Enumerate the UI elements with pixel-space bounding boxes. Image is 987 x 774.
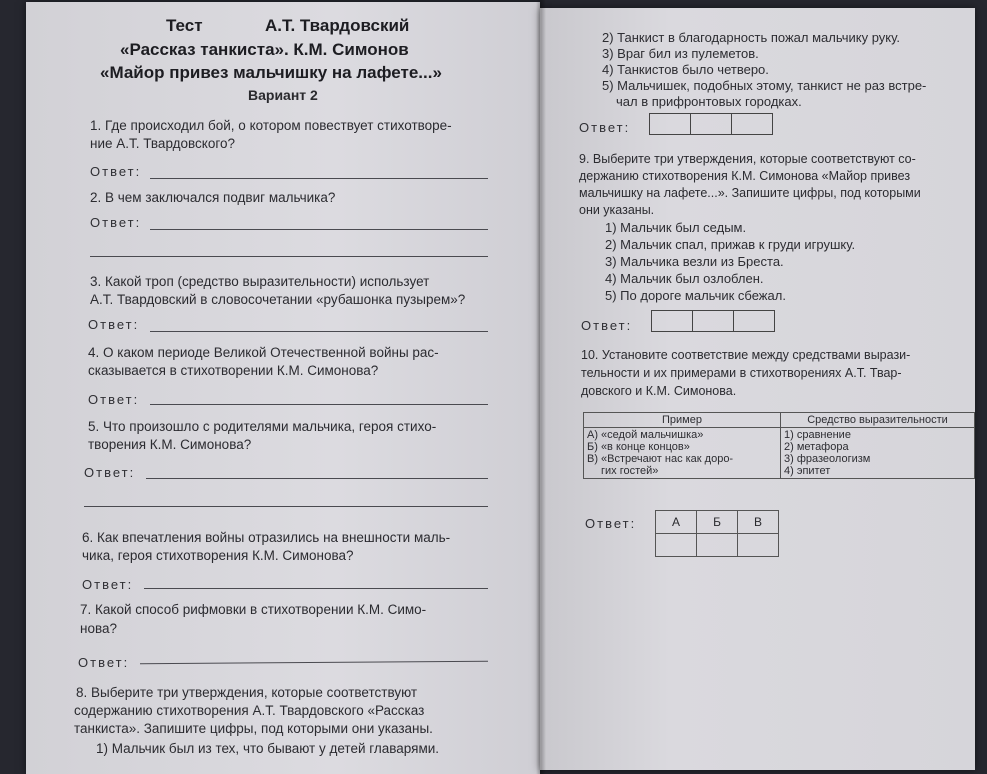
means-1: 1) сравнение (784, 429, 851, 441)
question-10-line-2: тельности и их примерами в стихотворениях А.Т. Твар- (581, 366, 902, 380)
question-8-option-3: 3) Враг бил из пулеметов. (602, 46, 759, 61)
question-9-line-1: 9. Выберите три утверждения, которые соответствуют со- (579, 152, 916, 166)
question-3-line-2: А.Т. Твардовский в словосочетании «рубашонка пузырем»? (90, 292, 466, 307)
question-9-line-4: они указаны. (579, 203, 655, 217)
example-a: А) «седой мальчишка» (587, 429, 704, 441)
example-c-line-2: гих гостей» (601, 465, 659, 477)
question-10-line-1: 10. Установите соответствие между средствами вырази- (581, 348, 911, 362)
answer-label-1: Ответ: (90, 164, 142, 179)
title-test: Тест (166, 16, 203, 35)
question-8-line-2: содержанию стихотворения А.Т. Твардовского «Рассказ (74, 703, 425, 718)
question-5-line-2: творения К.М. Симонова? (88, 437, 252, 452)
answer-boxes-9[interactable] (651, 310, 775, 332)
answer-label-6: Ответ: (82, 577, 134, 592)
table-means-cell (781, 428, 975, 479)
grid-header-b: Б (697, 511, 738, 534)
grid-answer-a[interactable] (656, 534, 697, 557)
question-5-line-1: 5. Что произошло с родителями мальчика, героя стихо- (88, 419, 437, 434)
means-4: 4) эпитет (784, 465, 831, 477)
question-8-option-1: 1) Мальчик был из тех, что бывают у детей главарями. (96, 741, 440, 756)
question-8-line-3: танкиста». Запишите цифры, под которыми они указаны. (74, 721, 433, 736)
example-b: Б) «в конце концов» (587, 441, 690, 453)
answer-box[interactable] (652, 311, 693, 331)
answer-label-2: Ответ: (90, 215, 142, 230)
question-9-option-3: 3) Мальчика везли из Бреста. (605, 254, 784, 269)
question-8-line-1: 8. Выберите три утверждения, которые соответствуют (76, 685, 418, 700)
answer-line-6[interactable] (144, 588, 488, 589)
answer-label-7: Ответ: (78, 655, 130, 670)
book-gutter (536, 0, 546, 774)
answer-box[interactable] (734, 311, 774, 331)
question-9-line-2: держанию стихотворения К.М. Симонова «Майор привез (579, 169, 911, 183)
table-header-means: Средство выразительности (781, 413, 975, 428)
grid-header-c: В (738, 511, 779, 534)
means-2: 2) метафора (784, 441, 849, 453)
question-8-option-5-line-2: чал в прифронтовых городках. (616, 94, 802, 109)
title-poem-2: «Майор привез мальчишку на лафете...» (100, 63, 442, 82)
answer-line-3[interactable] (150, 331, 488, 332)
title-poem-1: «Рассказ танкиста». К.М. Симонов (120, 40, 409, 59)
answer-box[interactable] (693, 311, 734, 331)
question-4-line-2: сказывается в стихотворении К.М. Симонова? (88, 363, 379, 378)
grid-answer-b[interactable] (697, 534, 738, 557)
question-9-option-5: 5) По дороге мальчик сбежал. (605, 288, 786, 303)
answer-label-9: Ответ: (581, 318, 633, 333)
title-author: А.Т. Твардовский (265, 16, 410, 35)
question-4-line-1: 4. О каком периоде Великой Отечественной войны рас- (88, 345, 439, 360)
answer-line-5[interactable] (146, 478, 488, 479)
question-8-option-5-line-1: 5) Мальчишек, подобных этому, танкист не раз встре- (602, 78, 927, 93)
question-9-line-3: мальчишку на лафете...». Запишите цифры, под которыми (579, 186, 921, 200)
answer-box[interactable] (732, 114, 772, 134)
answer-box[interactable] (691, 114, 732, 134)
answer-line-2[interactable] (150, 229, 488, 230)
question-7-line-2: нова? (80, 621, 117, 636)
example-c-line-1: В) «Встречают нас как доро- (587, 453, 734, 465)
answer-label-5: Ответ: (84, 465, 136, 480)
question-3-line-1: 3. Какой троп (средство выразительности) использует (90, 274, 430, 289)
question-6-line-1: 6. Как впечатления войны отразились на внешности маль- (82, 530, 451, 545)
table-examples-cell (584, 428, 781, 479)
question-8-option-4: 4) Танкистов было четверо. (602, 62, 769, 77)
grid-header-a: А (656, 511, 697, 534)
question-9-option-2: 2) Мальчик спал, прижав к груди игрушку. (605, 237, 856, 252)
question-9-option-1: 1) Мальчик был седым. (605, 220, 747, 235)
question-10-line-3: довского и К.М. Симонова. (581, 384, 737, 398)
answer-line-5b[interactable] (84, 506, 488, 507)
answer-line-2b[interactable] (90, 256, 488, 257)
answer-label-8: Ответ: (579, 120, 631, 135)
answer-line-1[interactable] (150, 178, 488, 179)
answer-label-3: Ответ: (88, 317, 140, 332)
means-3: 3) фразеологизм (784, 453, 871, 465)
answer-box[interactable] (650, 114, 691, 134)
question-6-line-2: чика, героя стихотворения К.М. Симонова? (82, 548, 354, 563)
question-1-line-1: 1. Где происходил бой, о котором повествует стихотворе- (90, 118, 452, 133)
answer-grid-10 (655, 510, 779, 557)
question-8-option-2: 2) Танкист в благодарность пожал мальчику руку. (602, 30, 900, 45)
table-header-example: Пример (584, 413, 781, 428)
grid-answer-c[interactable] (738, 534, 779, 557)
question-1-line-2: ние А.Т. Твардовского? (90, 136, 236, 151)
answer-label-10: Ответ: (585, 516, 637, 531)
question-7-line-1: 7. Какой способ рифмовки в стихотворении К.М. Симо- (80, 602, 427, 617)
variant-label: Вариант 2 (248, 87, 318, 103)
question-9-option-4: 4) Мальчик был озлоблен. (605, 271, 764, 286)
answer-boxes-8[interactable] (649, 113, 773, 135)
question-2: 2. В чем заключался подвиг мальчика? (90, 190, 336, 205)
answer-line-4[interactable] (150, 404, 488, 405)
answer-label-4: Ответ: (88, 392, 140, 407)
matching-table (583, 412, 975, 479)
